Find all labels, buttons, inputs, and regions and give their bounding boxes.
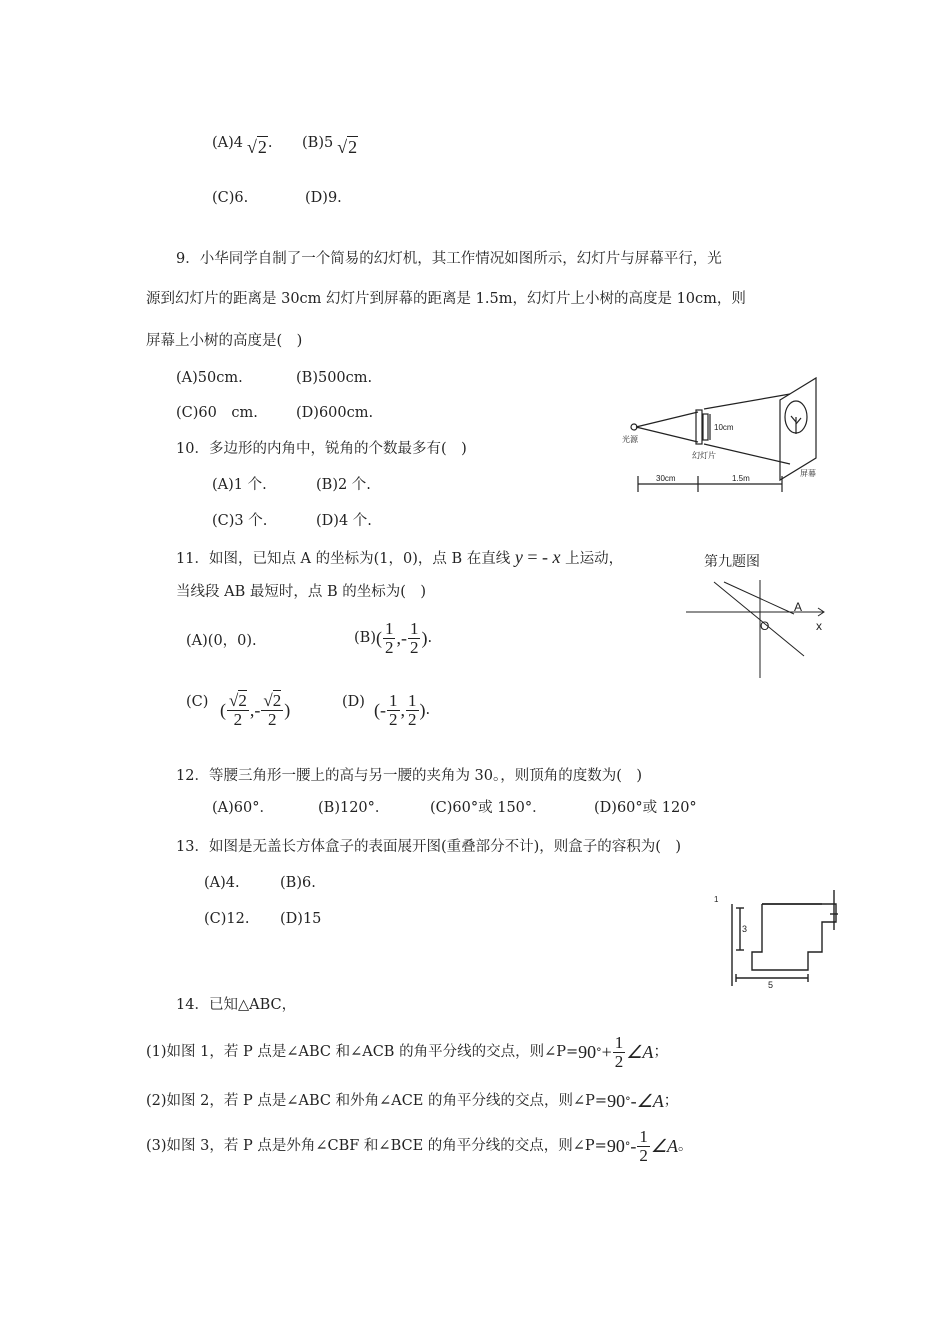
x-axis-label: x [816,619,822,633]
q10-stem: 10．多边形的内角中，锐角的个数最多有( ) [176,441,467,457]
q14-part3: (3)如图 3，若 P 点是外角∠CBF 和∠BCE 的角平分线的交点，则∠P= 90 ° - $\frac{1}{2}$ ∠A 。 [146,1127,693,1165]
dist1-label: 30cm [656,474,676,483]
slide-label: 幻灯片 [692,451,716,460]
q11-stem-line1: 11．如图，已知点 A 的坐标为(1，0)，点 B 在直线 y = - x 上运动， [176,547,624,567]
q10-option-b: (B)2 个. [316,477,371,493]
q9-option-a: (A)50cm. [176,370,243,386]
q12-option-c: (C)60°或 150°． [430,800,547,816]
q10-option-c: (C)3 个. [212,513,268,529]
q12-option-d: (D)60°或 120° [594,800,697,816]
q8-option-b: (B)5 √2 [302,135,358,157]
q11-option-d-label: (D) [342,694,365,710]
q11-option-c-label: (C) [186,694,209,710]
q8-option-c: (C)6. [212,190,249,206]
height-label: 10cm [714,423,734,432]
q9-stem-line1: 9．小华同学自制了一个简易的幻灯机，其工作情况如图所示，幻灯片与屏幕平行，光 [176,251,722,267]
q8-option-d: (D)9. [305,190,342,206]
q11-option-a: (A)(0，0). [186,633,257,649]
source-label: 光源 [622,435,638,444]
q11-option-b: (B) ( $\frac{1}{2}$ ,- $\frac{1}{2}$ ) . [354,619,433,657]
q14-stem: 14．已知△ABC， [176,997,297,1013]
q14-part2: (2)如图 2，若 P 点是∠ABC 和外角∠ACE 的角平分线的交点，则∠P= 90 ° - ∠A ； [146,1091,679,1111]
q9-stem-line2: 源到幻灯片的距离是 30cm 幻灯片到屏幕的距离是 1.5m，幻灯片上小树的高度是 10cm，则 [146,291,746,307]
dist2-label: 1.5m [732,474,750,483]
q12-option-a: (A)60°． [212,800,274,816]
net-label-5: 5 [768,980,774,990]
net-label-1: 1 [714,895,719,904]
q11-stem-line2: 当线段 AB 最短时，点 B 的坐标为( ) [176,584,427,600]
q10-option-a: (A)1 个. [212,477,267,493]
q9-option-d: (D)600cm. [296,405,374,421]
projector-diagram [620,372,830,497]
box-net-diagram [712,890,840,990]
q11-option-d: (- $\frac{1}{2}$ , $\frac{1}{2}$ ) . [374,691,431,729]
net-label-3: 3 [742,924,748,934]
q13-option-c: (C)12. [204,911,250,927]
screen-label: 屏幕 [800,469,816,478]
q10-option-d: (D)4 个. [316,513,372,529]
q9-option-c: (C)60 cm. [176,405,258,421]
q13-stem: 13．如图是无盖长方体盒子的表面展开图(重叠部分不计)，则盒子的容积为( ) [176,839,682,855]
q13-option-b: (B)6. [280,875,316,891]
q14-part1: (1)如图 1，若 P 点是∠ABC 和∠ACB 的角平分线的交点，则∠P= 90 ° + $\frac{1}{2}$ ∠A ； [146,1033,668,1071]
origin-label: O [760,619,770,633]
q9-stem-line3: 屏幕上小树的高度是( ) [146,333,303,349]
q11-option-c: ( $\frac{√2}{2}$ ,- $\frac{√2}{2}$ ) [220,691,291,729]
coordinate-diagram [684,580,834,680]
q12-stem: 12．等腰三角形一腰上的高与另一腰的夹角为 30。，则顶角的度数为( ) [176,768,643,784]
q13-option-d: (D)15 [280,911,322,927]
q12-option-b: (B)120°． [318,800,390,816]
q9-option-b: (B)500cm. [296,370,373,386]
figure-caption: 第九题图 [704,553,760,569]
q8-option-a: (A)4 √2. [212,135,273,157]
point-a-label: A [794,600,803,614]
q13-option-a: (A)4. [204,875,240,891]
